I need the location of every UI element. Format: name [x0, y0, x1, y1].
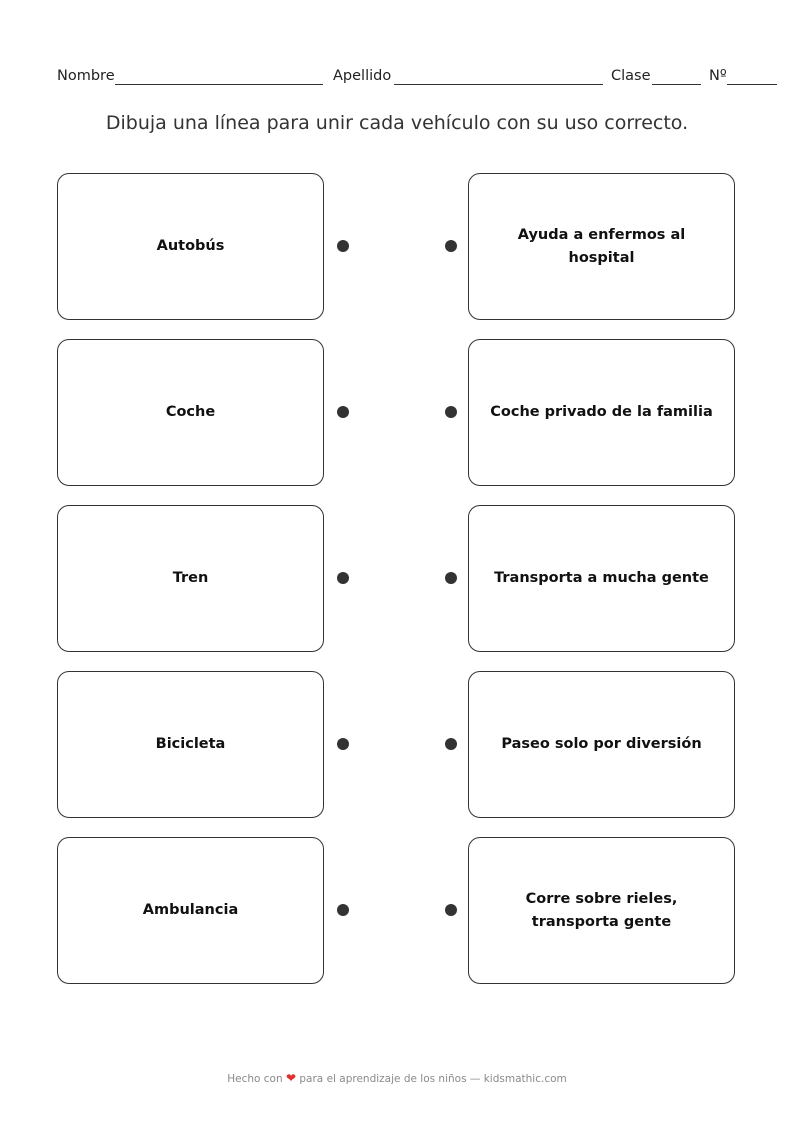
left-connector-dot[interactable] [337, 572, 349, 584]
vehicle-label: Coche [165, 404, 216, 420]
student-info-row [57, 68, 777, 88]
vehicle-label: Ambulancia [142, 902, 239, 918]
use-label: Coche privado de la familia [490, 404, 713, 420]
vehicle-card [57, 173, 324, 320]
footer [0, 1071, 794, 1085]
left-connector-dot[interactable] [337, 904, 349, 916]
right-connector-dot[interactable] [445, 572, 457, 584]
use-card [468, 339, 735, 486]
numero-label: Nº [709, 68, 727, 84]
clase-field[interactable] [652, 84, 701, 85]
use-label: Corre sobre rieles, transporta gente [525, 890, 678, 930]
apellido-label: Apellido [333, 68, 392, 84]
nombre-field[interactable] [115, 84, 323, 85]
right-connector-dot[interactable] [445, 904, 457, 916]
use-label: Ayuda a enfermos al hospital [517, 226, 686, 266]
vehicle-card [57, 339, 324, 486]
vehicle-label: Autobús [156, 238, 225, 254]
use-label: Paseo solo por diversión [501, 736, 702, 752]
vehicle-label: Tren [172, 570, 209, 586]
footer-prefix: Hecho con [227, 1073, 283, 1085]
left-connector-dot[interactable] [337, 406, 349, 418]
vehicle-card [57, 671, 324, 818]
footer-suffix: para el aprendizaje de los niños — kidsmathic.com [299, 1073, 567, 1085]
left-connector-dot[interactable] [337, 738, 349, 750]
right-connector-dot[interactable] [445, 406, 457, 418]
vehicle-card [57, 505, 324, 652]
apellido-field[interactable] [394, 84, 603, 85]
use-card [468, 671, 735, 818]
nombre-label: Nombre [57, 68, 115, 84]
right-connector-dot[interactable] [445, 738, 457, 750]
use-card [468, 837, 735, 984]
vehicle-label: Bicicleta [155, 736, 226, 752]
heart-icon: ❤ [285, 1071, 297, 1085]
numero-field[interactable] [727, 84, 777, 85]
vehicle-card [57, 837, 324, 984]
right-connector-dot[interactable] [445, 240, 457, 252]
left-connector-dot[interactable] [337, 240, 349, 252]
clase-label: Clase [611, 68, 651, 84]
use-card [468, 505, 735, 652]
instruction-text: Dibuja una línea para unir cada vehículo con su uso correcto. [105, 112, 689, 134]
use-label: Transporta a mucha gente [494, 570, 709, 586]
use-card [468, 173, 735, 320]
